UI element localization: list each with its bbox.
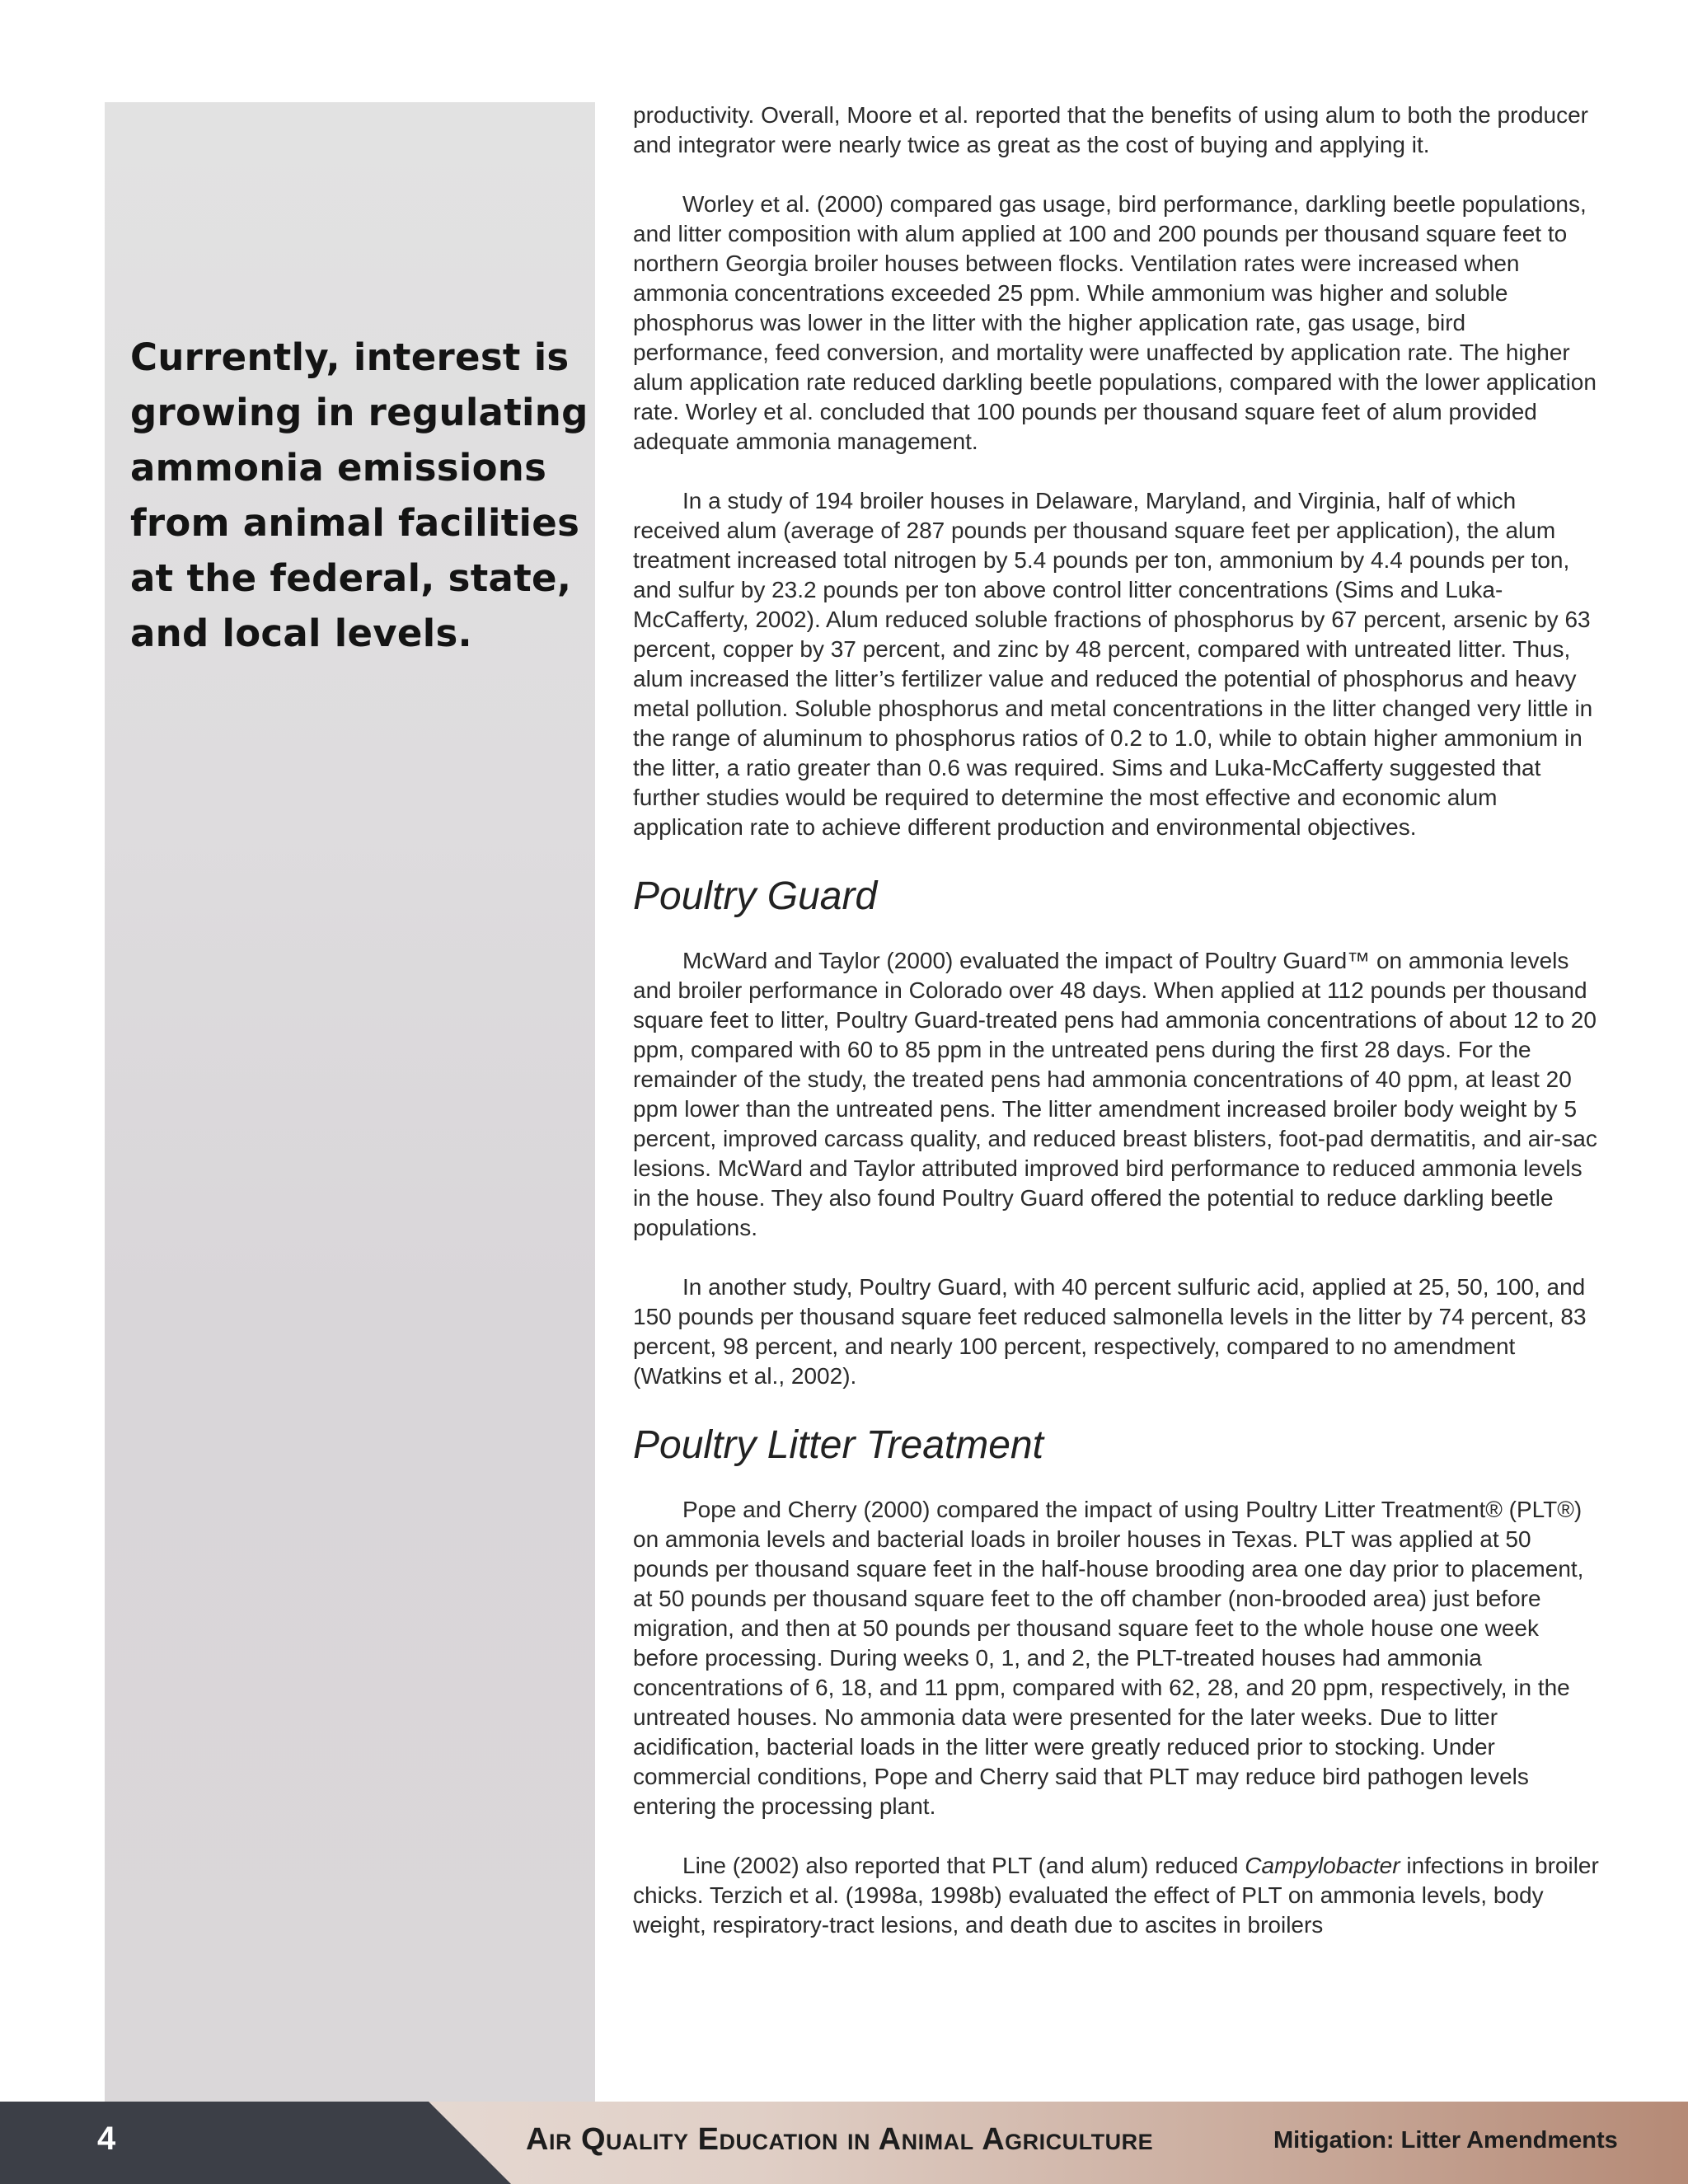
section-heading: Poultry Guard — [633, 874, 878, 918]
paragraph — [633, 1851, 1606, 1940]
section-title: Mitigation: Litter Amendments — [1273, 2127, 1618, 2154]
section-heading: Poultry Litter Treatment — [633, 1423, 1043, 1467]
page-number: 4 — [97, 2121, 116, 2157]
paragraph: Worley et al. (2000) compared gas usage, bird performance, darkling beetle populations, and litter composition with alum applied at 100 and 200 pounds per thousand square feet to northern Georgia broiler houses between flocks. Ventilation rates were increased when ammonia concentrations exceeded 25 ppm. While ammonium was higher and soluble phosphorus was lower in the litter with the higher application rate, gas usage, bird performance, feed conversion, and mortality were unaffected by application rate. The higher alum application rate reduced darkling beetle populations, compared with the lower application rate. Worley et al. concluded that 100 pounds per thousand square feet of alum provided adequate ammonia management. — [633, 191, 1597, 454]
series-title: Air Quality Education in Animal Agriculture — [526, 2122, 1154, 2157]
paragraph: In another study, Poultry Guard, with 40 percent sulfuric acid, applied at 25, 50, 100, and 150 pounds per thousand square feet reduced salmonella levels in the litter by 74 percent, 83 percent, 98 percent, and nearly 100 percent, respectively, compared to no amendment (Watkins et al., 2002). — [633, 1274, 1587, 1389]
paragraph: Pope and Cherry (2000) compared the impact of using Poultry Litter Treatment® (PLT®) on ammonia levels and bacterial loads in broiler houses in Texas. PLT was applied at 50 pounds per thousand square feet in the half-house brooding area one day prior to placement, at 50 pounds per thousand square feet to the off chamber (non-brooded area) just before migration, and then at 50 pounds per thousand square feet to the whole house one week before processing. During weeks 0, 1, and 2, the PLT-treated houses had ammonia concentrations of 6, 18, and 11 ppm, compared with 62, 28, and 20 ppm, respectively, in the untreated houses. No ammonia data were presented for the later weeks. Due to litter acidification, bacterial loads in the litter were greatly reduced prior to stocking. Under commercial conditions, Pope and Cherry said that PLT may reduce bird pathogen levels entering the processing plant. — [633, 1497, 1584, 1819]
paragraph-text: infections in broiler chicks. Terzich et al. (1998a, 1998b) evaluated the effect of PLT on ammonia levels, body weight, respiratory-tract lesions, and death due to ascites in broilers — [633, 1853, 1599, 1938]
paragraph: McWard and Taylor (2000) evaluated the impact of Poultry Guard™ on ammonia levels and broiler performance in Colorado over 48 days. When applied at 112 pounds per thousand square feet to litter, Poultry Guard-treated pens had ammonia concentrations of about 12 to 20 ppm, compared with 60 to 85 ppm in the untreated pens during the first 28 days. For the remainder of the study, the treated pens had ammonia concentrations of 40 ppm, at least 20 ppm lower than the untreated pens. The litter amendment increased broiler body weight by 5 percent, improved carcass quality, and reduced breast blisters, foot-pad dermatitis, and air-sac lesions. McWard and Taylor attributed improved bird performance to reduced ammonia levels in the house. They also found Poultry Guard offered the potential to reduce darkling beetle populations. — [633, 948, 1597, 1240]
paragraph: In a study of 194 broiler houses in Delaware, Maryland, and Virginia, half of which received alum (average of 287 pounds per thousand square feet per application), the alum treatment increased total nitrogen by 5.4 pounds per ton, ammonium by 4.4 pounds per ton, and sulfur by 23.2 pounds per ton above control litter concentrations (Sims and Luka-McCafferty, 2002). Alum reduced soluble fractions of phosphorus by 67 percent, arsenic by 63 percent, copper by 37 percent, and zinc by 48 percent, compared with untreated litter. Thus, alum increased the litter’s fertilizer value and reduced the potential of phosphorus and heavy metal pollution. Soluble phosphorus and metal concentrations in the litter changed very little in the range of aluminum to phosphorus ratios of 0.2 to 1.0, while to obtain higher ammonium in the litter, a ratio greater than 0.6 was required. Sims and Luka-McCafferty suggested that further studies would be required to determine the most effective and economic alum application rate to achieve different production and environmental objectives. — [633, 488, 1593, 840]
italic-term: Campylobacter — [1245, 1853, 1400, 1878]
paragraph: productivity. Overall, Moore et al. reported that the benefits of using alum to both the producer and integrator were nearly twice as great as the cost of buying and applying it. — [633, 102, 1589, 157]
pull-quote: Currently, interest is growing in regulating ammonia emissions from animal facilities at the federal, state, and local levels. — [130, 335, 588, 655]
main-text — [633, 101, 1606, 1970]
footer-page-tab — [0, 2102, 511, 2184]
paragraph-text: Line (2002) also reported that PLT (and alum) reduced — [682, 1853, 1245, 1878]
